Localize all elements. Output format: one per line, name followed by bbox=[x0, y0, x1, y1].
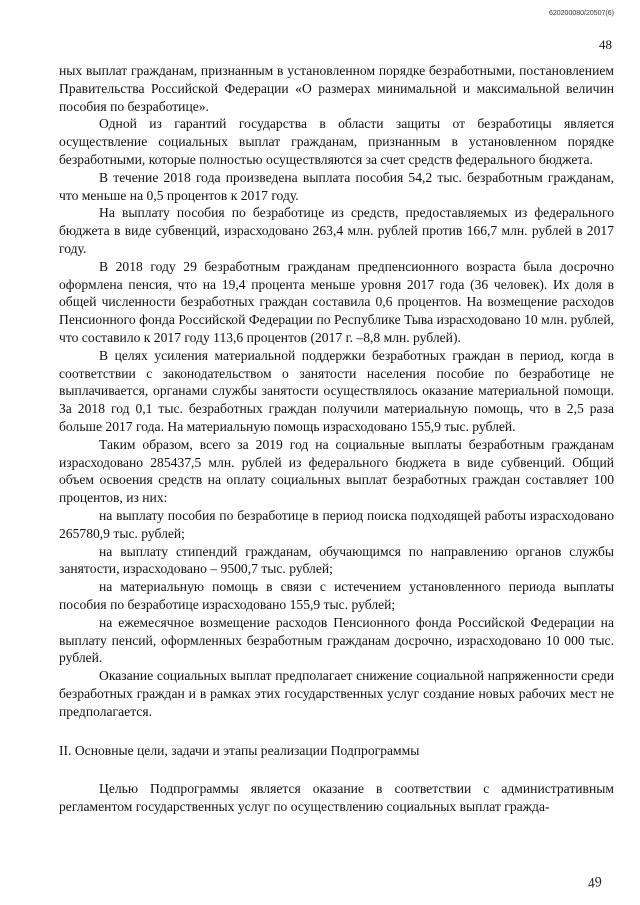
handwritten-page-mark: 49 bbox=[586, 874, 604, 893]
paragraph-continuation: ных выплат гражданам, признанным в установленном порядке безработными, постановлением Правительства Российской Федерации «О размерах минимальной и максимальной величин пособия по безработице». bbox=[59, 63, 614, 114]
paragraph-benefit-2018: В течение 2018 года произведена выплата пособия 54,2 тыс. безработным гражданам, что меньше на 0,5 процентов к 2017 году. bbox=[59, 169, 614, 203]
paragraph-material-support: В целях усиления материальной поддержки безработных граждан в период, когда в соответствии с законодательством о занятости населения пособие по безработице не выплачивается, органами службы занятости осуществлялось оказание материальной помощи. За 2018 год 0,1 тыс. безработных граждан получили материальную помощь, что в 2,5 раза больше 2017 года. На материальную помощь израсходовано 155,9 тыс. рублей. bbox=[59, 347, 614, 434]
page-number: 48 bbox=[599, 37, 612, 52]
document-code: 620200080/20507(6) bbox=[548, 10, 614, 17]
paragraph-guarantees: Одной из гарантий государства в области защиты от безработицы является осуществление социальных выплат гражданам, признанным в установленном порядке безработными, которые полностью осуществляются за счет средств федерального бюджета. bbox=[59, 116, 614, 167]
section-heading: II. Основные цели, задачи и этапы реализации Подпрограммы bbox=[59, 743, 420, 759]
list-item-unemployment-benefit: на выплату пособия по безработице в период поиска подходящей работы израсходовано 265780,9 тыс. рублей; bbox=[59, 507, 614, 541]
paragraph-subvention: На выплату пособия по безработице из средств, предоставляемых из федерального бюджета в виде субвенций, израсходовано 263,4 млн. рублей против 166,7 млн. рублей в 2017 году. bbox=[59, 205, 614, 256]
paragraph-social-tension: Оказание социальных выплат предполагает снижение социальной напряженности среди безработных граждан и в рамках этих государственных услуг создание новых рабочих мест не предполагается. bbox=[59, 668, 614, 719]
list-item-material-aid: на материальную помощь в связи с истечением установленного периода выплаты пособия по безработице израсходовано 155,9 тыс. рублей; bbox=[59, 579, 614, 612]
list-item-stipends: на выплату стипендий гражданам, обучающимся по направлению органов службы занятости, израсходовано – 9500,7 тыс. рублей; bbox=[59, 543, 614, 577]
body-text bbox=[59, 62, 614, 816]
paragraph-goal: Целью Подпрограммы является оказание в соответствии с административным регламентом государственных услуг по осуществлению социальных выплат гражда- bbox=[59, 781, 614, 815]
list-item-pension-fund: на ежемесячное возмещение расходов Пенсионного фонда Российской Федерации на выплату пенсий, оформленных безработным гражданам досрочно, израсходовано 10 000 тыс. рублей. bbox=[59, 614, 614, 666]
paragraph-summary: Таким образом, всего за 2019 год на социальные выплаты безработным гражданам израсходовано 285437,5 млн. рублей из федерального бюджета в виде субвенций. Общий объем освоения средств на оплату социальных выплат безработных граждан составляет 100 процентов, из них: bbox=[59, 436, 614, 506]
paragraph-early-pension: В 2018 году 29 безработным гражданам предпенсионного возраста была досрочно оформлена пенсия, что на 19,4 процента меньше уровня 2017 года (36 человек). Их доля в общей численности безработных граждан составила 0,6 процентов. На возмещение расходов Пенсионного фонда Российской Федерации по Республике Тыва израсходовано 10 млн. рублей, что составило к 2017 году 113,6 процентов (2017 г. –8,8 млн. рублей). bbox=[59, 258, 614, 345]
